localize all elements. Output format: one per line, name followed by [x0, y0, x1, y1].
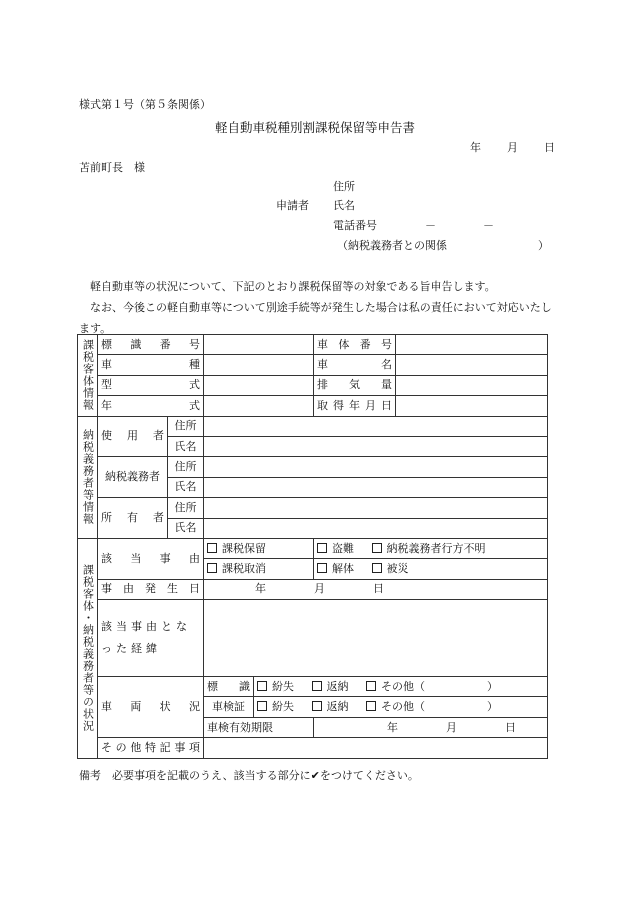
label-inspection-expiry: 車検有効期限 — [204, 717, 314, 737]
label-occurrence-date: 事由発生日 — [98, 579, 204, 599]
label-inspection-certificate: 車検証 — [204, 697, 254, 717]
date-day-label: 日 — [544, 141, 555, 154]
addressee: 苫前町長 様 — [79, 161, 145, 174]
exp-month-label: 月 — [446, 720, 457, 734]
reason-row-1-right — [314, 538, 548, 558]
label-other-notes: その他特記事項 — [98, 738, 204, 758]
reason-row-2-right — [314, 559, 548, 579]
label-id-number: 標識番号 — [98, 335, 204, 355]
option-other-close: ） — [487, 700, 498, 714]
checkbox-square-icon — [366, 701, 376, 711]
section-header-status: 課税客体・納税義務者等の状況 — [78, 538, 98, 758]
input-circumstances[interactable] — [204, 600, 548, 677]
applicant-phone-label: 電話番号 — [333, 219, 377, 232]
checkbox-square-icon — [312, 681, 322, 691]
input-vehicle-name[interactable] — [396, 355, 548, 375]
relation-close: ） — [538, 239, 549, 252]
label-user-name: 氏名 — [168, 436, 204, 456]
phone-dash-2: － — [483, 219, 494, 232]
section-header-vehicle: 課税客体情報 — [78, 335, 98, 417]
input-taxpayer-address[interactable] — [204, 457, 548, 477]
applicant-address-label: 住所 — [333, 180, 355, 193]
checkbox-disaster[interactable] — [372, 563, 409, 575]
reason-row-2-left — [204, 559, 314, 579]
reason-row-1-left — [204, 538, 314, 558]
option-tax-cancellation: 課税取消 — [222, 561, 266, 575]
checkbox-square-icon — [312, 701, 322, 711]
label-vehicle-type: 車種 — [98, 355, 204, 375]
label-year: 年式 — [98, 396, 204, 416]
label-vehicle-status: 車両状況 — [98, 677, 204, 738]
checkbox-square-icon — [207, 543, 217, 553]
option-returned: 返納 — [326, 679, 349, 693]
checkbox-tax-deferral[interactable] — [207, 543, 266, 555]
occ-month-label: 月 — [314, 582, 325, 596]
applicant-name-label: 氏名 — [333, 199, 355, 212]
form-title: 軽自動車税種別割課税保留等申告書 — [214, 120, 415, 135]
checkbox-square-icon — [317, 543, 327, 553]
label-taxpayer-name: 氏名 — [168, 477, 204, 497]
label-user-address: 住所 — [168, 416, 204, 436]
label-reason: 該当事由 — [98, 538, 204, 579]
option-other: その他（ — [381, 679, 425, 693]
checkbox-plate-other[interactable] — [366, 681, 425, 693]
label-taxpayer: 納税義務者 — [98, 457, 168, 498]
checkbox-inspection-other[interactable] — [366, 701, 425, 713]
input-displacement[interactable] — [396, 375, 548, 395]
input-occurrence-date[interactable] — [204, 579, 548, 599]
declaration-form-table — [77, 334, 548, 759]
option-lost: 紛失 — [272, 679, 294, 693]
checkbox-tax-cancellation[interactable] — [207, 563, 266, 575]
input-user-address[interactable] — [204, 416, 548, 436]
option-other-close: ） — [487, 679, 498, 693]
occ-year-label: 年 — [255, 582, 266, 596]
label-acquisition-date: 取得年月日 — [314, 396, 396, 416]
checkbox-square-icon — [372, 543, 382, 553]
relation-label: （納税義務者との関係 — [337, 239, 447, 252]
checkbox-square-icon — [257, 681, 267, 691]
section-header-taxpayer: 納税義務者等情報 — [78, 416, 98, 538]
plate-status-options — [254, 677, 548, 697]
phone-dash-1: － — [425, 219, 436, 232]
option-dismantled: 解体 — [332, 561, 354, 575]
occ-day-label: 日 — [373, 582, 384, 596]
input-other-notes[interactable] — [204, 738, 548, 758]
applicant-label: 申請者 — [276, 199, 309, 212]
input-owner-name[interactable] — [204, 518, 548, 538]
label-taxpayer-address: 住所 — [168, 457, 204, 477]
date-year-label: 年 — [470, 141, 481, 154]
option-disaster: 被災 — [386, 561, 409, 575]
option-theft: 盗難 — [332, 541, 354, 555]
checkbox-inspection-lost[interactable] — [257, 701, 294, 713]
label-displacement: 排気量 — [314, 375, 396, 395]
declaration-line-2: なお、今後この軽自動車等について別途手続等が発生した場合は私の責任において対応いたします。 — [79, 301, 552, 335]
input-chassis-number[interactable] — [396, 335, 548, 355]
label-user: 使用者 — [98, 416, 168, 457]
input-year[interactable] — [204, 396, 314, 416]
input-inspection-expiry[interactable] — [314, 717, 548, 737]
declaration-line-1: 軽自動車等の状況について、下記のとおり課税保留等の対象である旨申告します。 — [90, 280, 496, 293]
form-number: 様式第１号（第５条関係） — [79, 98, 211, 111]
label-model: 型式 — [98, 375, 204, 395]
checkbox-square-icon — [317, 563, 327, 573]
label-plate: 標識 — [204, 677, 254, 697]
inspection-status-options — [254, 697, 548, 717]
input-id-number[interactable] — [204, 335, 314, 355]
input-vehicle-type[interactable] — [204, 355, 314, 375]
exp-year-label: 年 — [387, 720, 398, 734]
option-lost: 紛失 — [272, 700, 294, 714]
option-other: その他（ — [381, 700, 425, 714]
checkbox-square-icon — [372, 563, 382, 573]
checkbox-square-icon — [257, 701, 267, 711]
option-taxpayer-missing: 納税義務者行方不明 — [386, 541, 486, 555]
label-owner-name: 氏名 — [168, 518, 204, 538]
checkbox-dismantled[interactable] — [317, 563, 354, 575]
label-chassis-number: 車体番号 — [314, 335, 396, 355]
input-model[interactable] — [204, 375, 314, 395]
input-acquisition-date[interactable] — [396, 396, 548, 416]
input-taxpayer-name[interactable] — [204, 477, 548, 497]
label-owner: 所有者 — [98, 498, 168, 539]
checkbox-theft[interactable] — [317, 543, 354, 555]
checkbox-square-icon — [366, 681, 376, 691]
input-user-name[interactable] — [204, 436, 548, 456]
option-tax-deferral: 課税保留 — [222, 541, 266, 555]
exp-day-label: 日 — [505, 720, 516, 734]
submission-date — [470, 139, 555, 155]
checkbox-inspection-returned[interactable] — [312, 701, 349, 713]
checkbox-plate-returned[interactable] — [312, 681, 349, 693]
checkbox-plate-lost[interactable] — [257, 681, 294, 693]
declaration — [79, 276, 559, 339]
checkbox-taxpayer-missing[interactable] — [372, 543, 486, 555]
remarks: 備考 必要事項を記載のうえ、該当する部分に✔をつけてください。 — [79, 769, 419, 782]
input-owner-address[interactable] — [204, 498, 548, 518]
option-returned: 返納 — [326, 700, 349, 714]
checkbox-square-icon — [207, 563, 217, 573]
label-circumstances: 該当事由となった経緯 — [98, 600, 204, 677]
label-vehicle-name: 車名 — [314, 355, 396, 375]
label-owner-address: 住所 — [168, 498, 204, 518]
date-month-label: 月 — [507, 141, 518, 154]
